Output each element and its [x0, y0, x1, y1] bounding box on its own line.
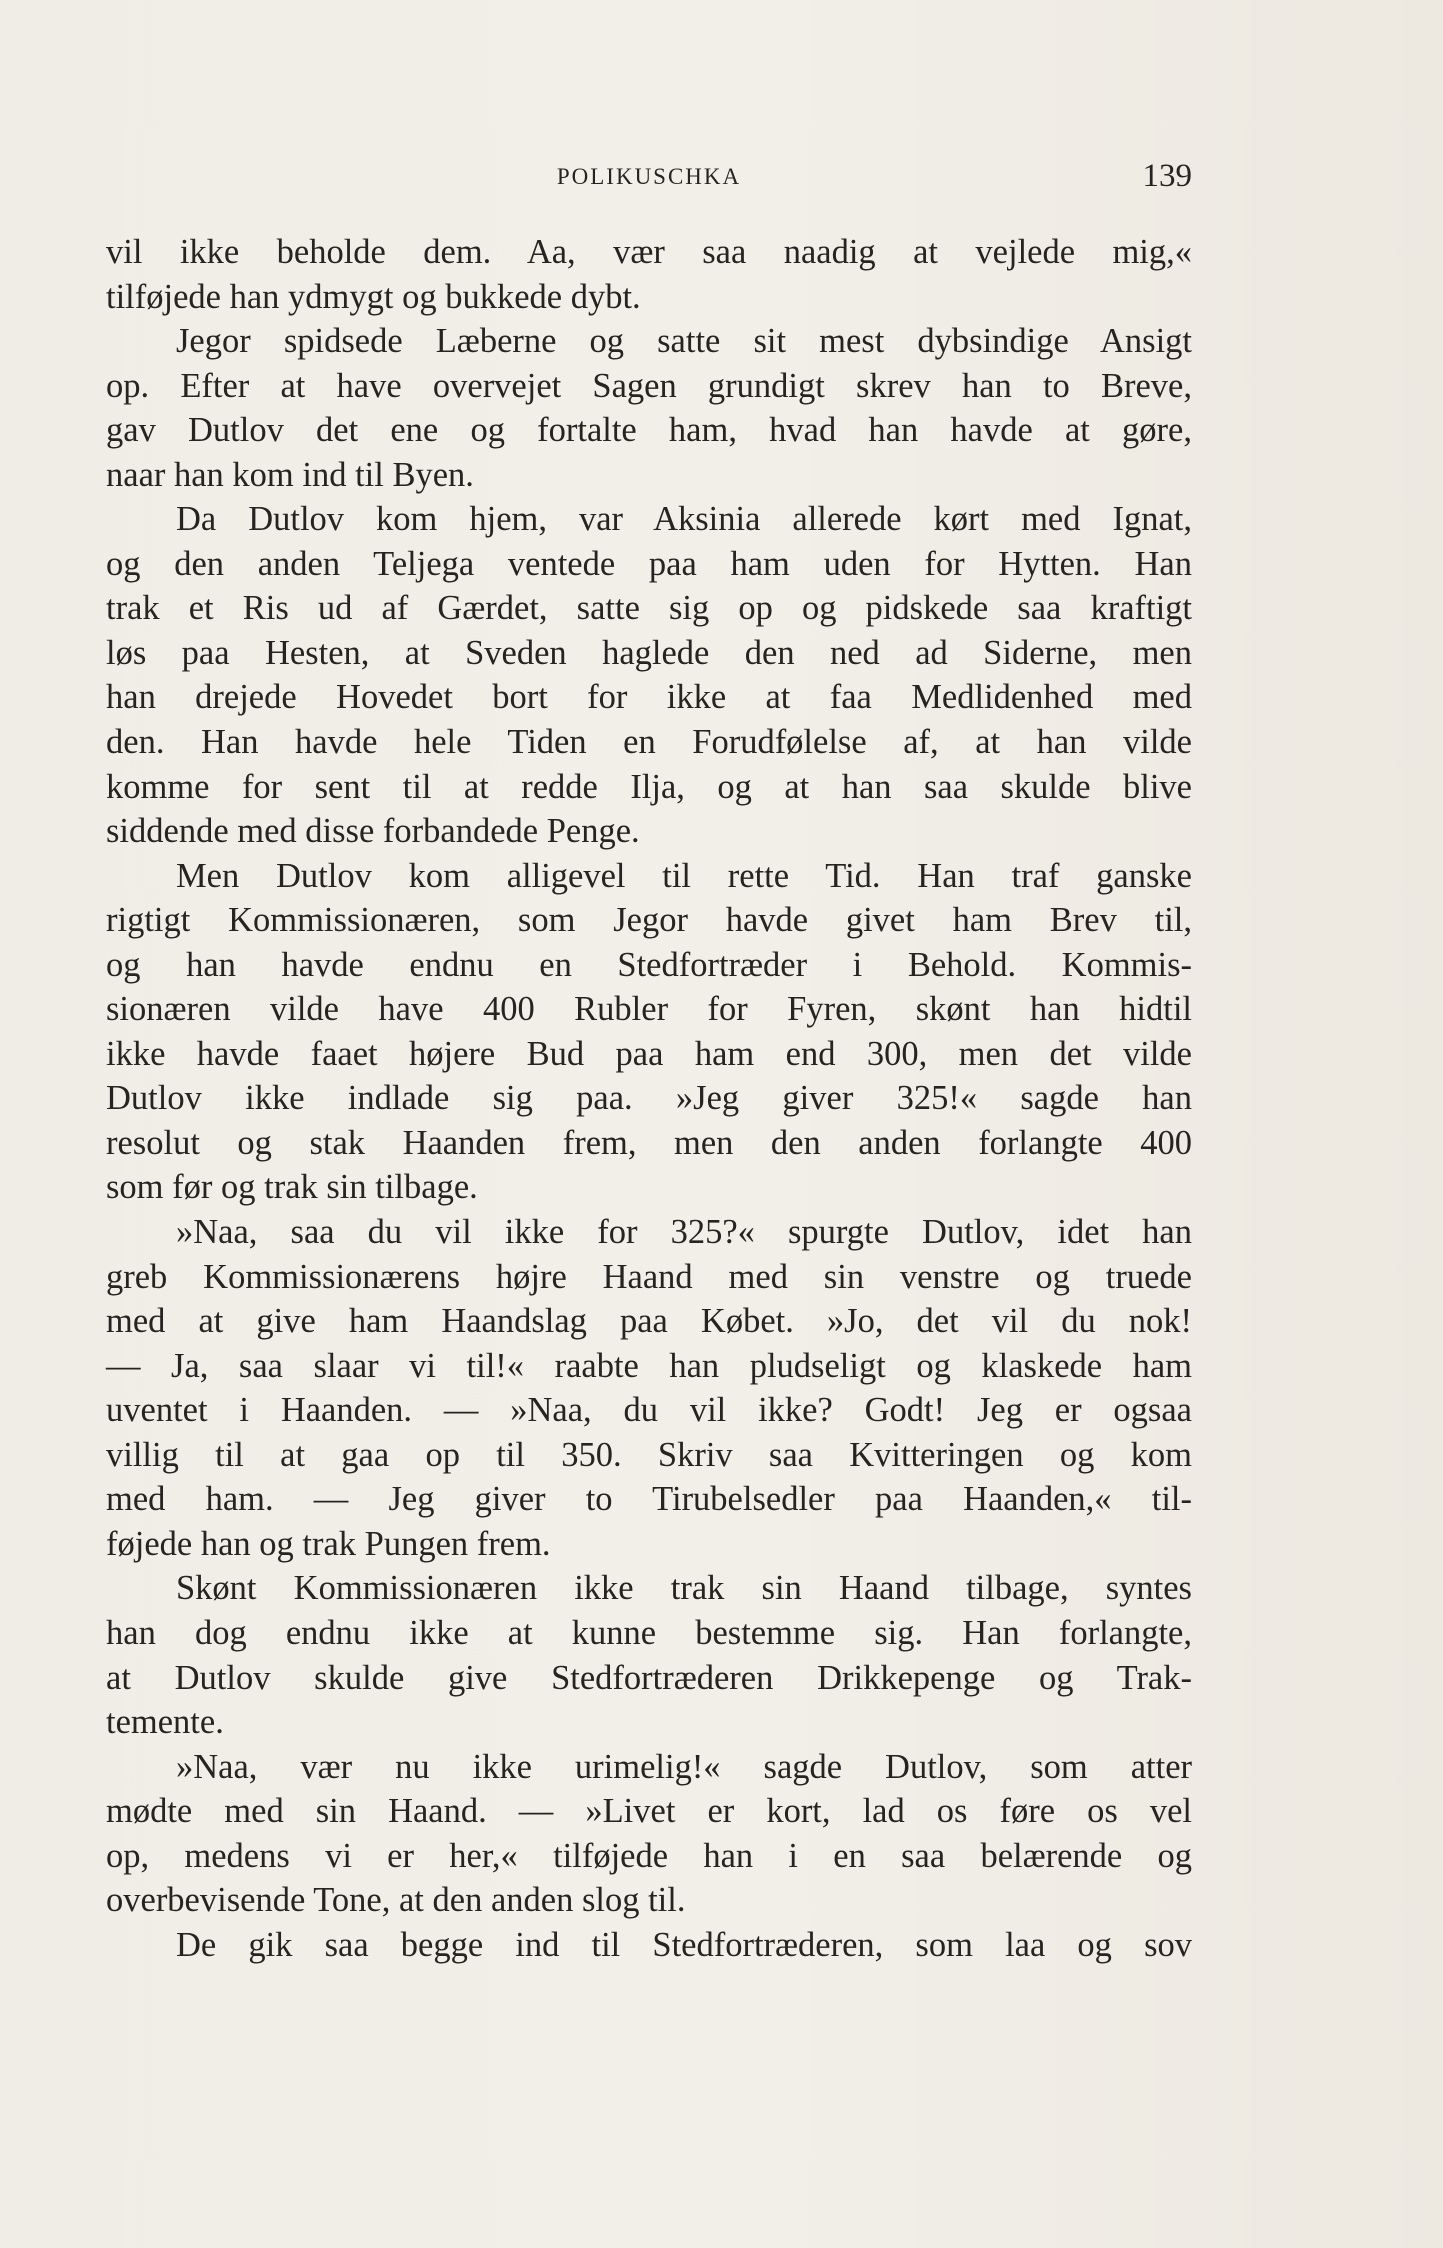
text-line: Men Dutlov kom alligevel til rette Tid. Han traf ganske [176, 856, 1192, 895]
text-line: Dutlov ikke indlade sig paa. »Jeg giver 325!« sagde han [106, 1079, 1192, 1118]
text-line: mødte med sin Haand. — »Livet er kort, lad os føre os vel [106, 1792, 1192, 1831]
text-line: Da Dutlov kom hjem, var Aksinia allerede kørt med Ignat, [176, 500, 1192, 539]
text-line: gav Dutlov det ene og fortalte ham, hvad han havde at gøre, [106, 411, 1192, 450]
text-line: — Ja, saa slaar vi til!« raabte han pludseligt og klaskede ham [106, 1346, 1192, 1385]
text-line: vil ikke beholde dem. Aa, vær saa naadig at vejlede mig,« [106, 233, 1192, 271]
page-number: 139 [1142, 158, 1192, 194]
text-line: løs paa Hesten, at Sveden haglede den ned ad Siderne, men [106, 633, 1192, 672]
text-line: at Dutlov skulde give Stedfortræderen Drikkepenge og Trak- [106, 1658, 1192, 1697]
text-line: og han havde endnu en Stedfortræder i Behold. Kommis- [106, 945, 1192, 984]
text-line: »Naa, saa du vil ikke for 325?« spurgte Dutlov, idet han [176, 1213, 1192, 1252]
text-line: med ham. — Jeg giver to Tirubelsedler paa Haanden,« til- [106, 1480, 1192, 1519]
text-line: som før og trak sin tilbage. [106, 1168, 478, 1207]
text-line: De gik saa begge ind til Stedfortræderen, som laa og sov [176, 1925, 1192, 1964]
text-line: rigtigt Kommissionæren, som Jegor havde givet ham Brev til, [106, 901, 1192, 940]
text-line: og den anden Teljega ventede paa ham uden for Hytten. Han [106, 544, 1192, 583]
text-line: ikke havde faaet højere Bud paa ham end 300, men det vilde [106, 1034, 1192, 1073]
text-line: siddende med disse forbandede Penge. [106, 812, 640, 851]
text-line: villig til at gaa op til 350. Skriv saa Kvitteringen og kom [106, 1435, 1192, 1474]
text-line: komme for sent til at redde Ilja, og at han saa skulde blive [106, 767, 1192, 806]
text-line: temente. [106, 1703, 224, 1742]
text-line: uventet i Haanden. — »Naa, du vil ikke? Godt! Jeg er ogsaa [106, 1391, 1192, 1430]
text-line: trak et Ris ud af Gærdet, satte sig op og pidskede saa kraftigt [106, 589, 1192, 628]
text-line: Skønt Kommissionæren ikke trak sin Haand tilbage, syntes [176, 1569, 1192, 1608]
running-title: POLIKUSCHKA [556, 164, 742, 189]
body-text [106, 230, 1192, 1967]
text-line: naar han kom ind til Byen. [106, 455, 474, 494]
text-line: han dog endnu ikke at kunne bestemme sig. Han forlangte, [106, 1613, 1192, 1652]
text-line: op, medens vi er her,« tilføjede han i en saa belærende og [106, 1836, 1192, 1875]
text-line: føjede han og trak Pungen frem. [106, 1524, 551, 1563]
text-line: op. Efter at have overvejet Sagen grundigt skrev han to Breve, [106, 366, 1192, 405]
text-line: tilføjede han ydmygt og bukkede dybt. [106, 277, 641, 316]
text-line: den. Han havde hele Tiden en Forudfølelse af, at han vilde [106, 723, 1192, 762]
text-line: resolut og stak Haanden frem, men den anden forlangte 400 [106, 1123, 1192, 1162]
text-line: han drejede Hovedet bort for ikke at faa Medlidenhed med [106, 678, 1192, 717]
running-head [106, 158, 1192, 198]
text-line: greb Kommissionærens højre Haand med sin venstre og truede [106, 1257, 1192, 1296]
text-line: Jegor spidsede Læberne og satte sit mest dybsindige Ansigt [176, 322, 1192, 361]
text-line: »Naa, vær nu ikke urimelig!« sagde Dutlov, som atter [176, 1747, 1192, 1786]
text-line: overbevisende Tone, at den anden slog til. [106, 1881, 686, 1920]
text-line: med at give ham Haandslag paa Købet. »Jo, det vil du nok! [106, 1302, 1192, 1341]
text-line: sionæren vilde have 400 Rubler for Fyren, skønt han hidtil [106, 990, 1192, 1029]
